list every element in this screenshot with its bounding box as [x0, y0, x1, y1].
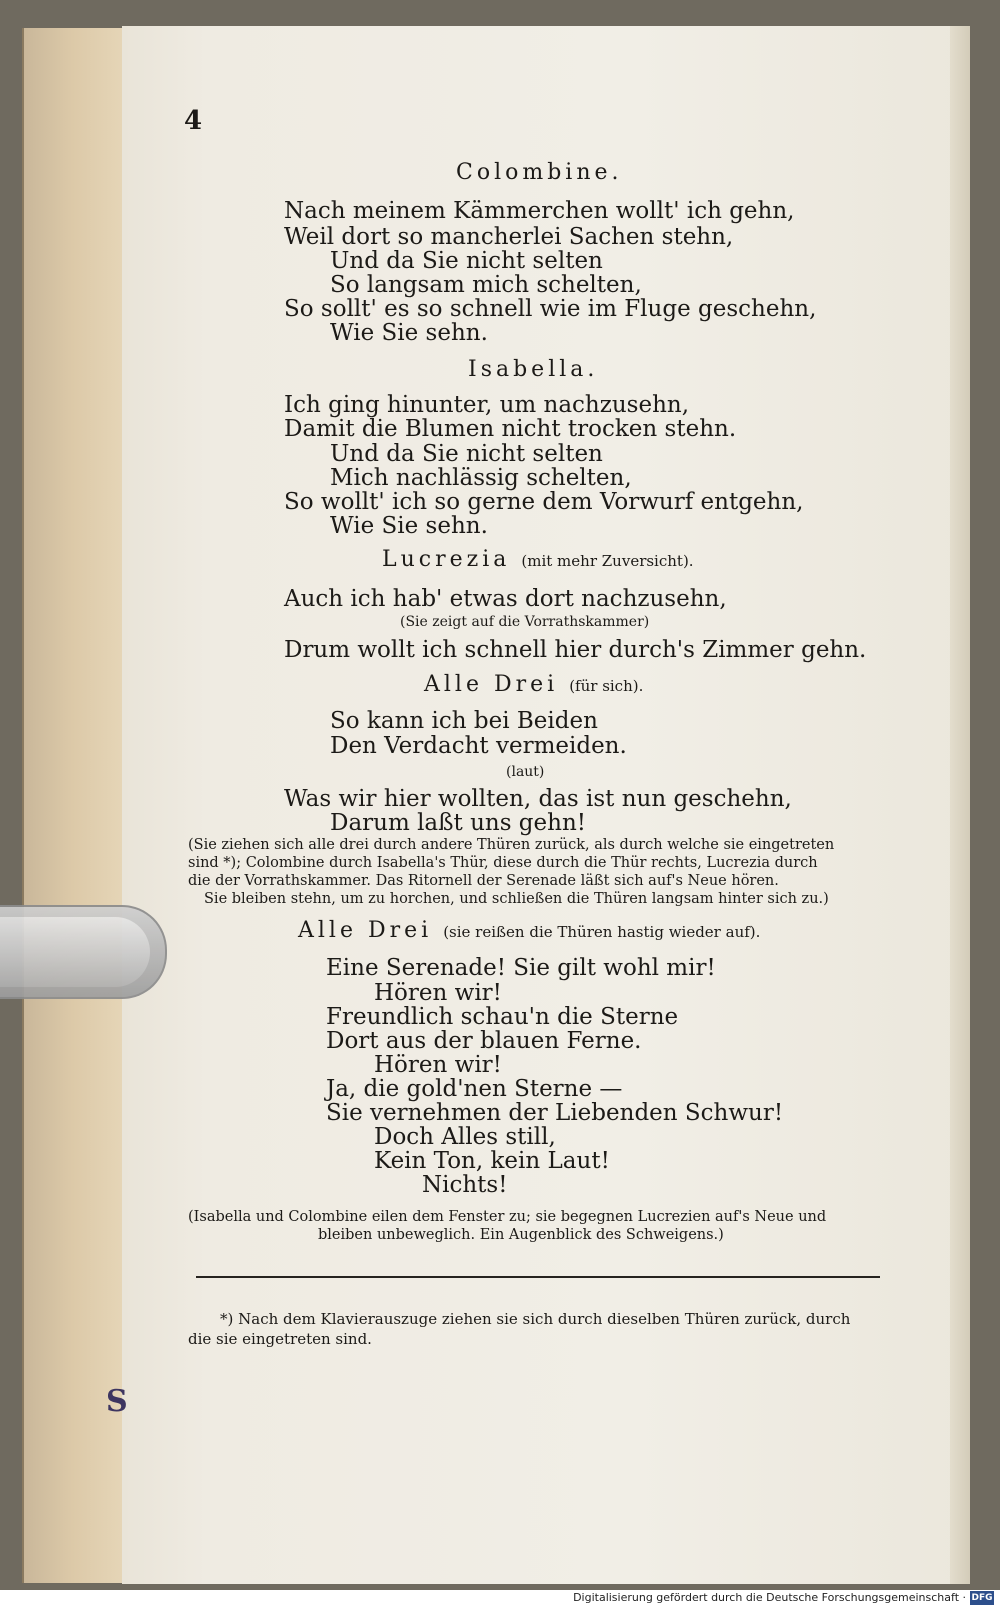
verse-line: Sie vernehmen der Liebenden Schwur!: [326, 1100, 784, 1126]
verse-line: Wie Sie sehn.: [330, 320, 488, 346]
verse-line: Mich nachlässig schelten,: [330, 465, 632, 491]
library-stamp: S: [106, 1384, 128, 1419]
stage-direction-inline: (sie reißen die Thüren hastig wieder auf).: [443, 923, 761, 941]
verse-line: Ich ging hinunter, um nachzusehn,: [284, 392, 690, 418]
footer-credit: Digitalisierung gefördert durch die Deutsche Forschungsgemeinschaft ·: [573, 1591, 966, 1604]
verse-line: So langsam mich schelten,: [330, 272, 642, 298]
verse-line: Dort aus der blauen Ferne.: [326, 1028, 642, 1054]
stage-direction-line: sind *); Colombine durch Isabella's Thür, diese durch die Thür rechts, Lucrezia durch: [188, 855, 818, 871]
verse-line: So wollt' ich so gerne dem Vorwurf entgehn,: [284, 489, 804, 515]
verse-line: Wie Sie sehn.: [330, 513, 488, 539]
speaker-colombine: Colombine.: [456, 160, 623, 185]
stage-direction-line: die der Vorrathskammer. Das Ritornell der Serenade läßt sich auf's Neue hören.: [188, 873, 779, 889]
stage-direction-line: bleiben unbeweglich. Ein Augenblick des Schweigens.): [318, 1227, 724, 1243]
speaker-name: Alle Drei: [298, 918, 433, 943]
speaker-name: Lucrezia: [382, 547, 511, 572]
footnote-line: die sie eingetreten sind.: [188, 1330, 372, 1348]
speaker-isabella: Isabella.: [468, 357, 599, 382]
stage-direction-line: (Isabella und Colombine eilen dem Fenster zu; sie begegnen Lucrezien auf's Neue und: [188, 1209, 827, 1225]
aside-direction: (laut): [506, 764, 545, 780]
verse-line: Und da Sie nicht selten: [330, 248, 603, 274]
verse-line: Darum laßt uns gehn!: [330, 810, 587, 836]
page-number: 4: [184, 106, 203, 136]
verse-line: Damit die Blumen nicht trocken stehn.: [284, 416, 737, 442]
verse-line: Kein Ton, kein Laut!: [374, 1148, 610, 1174]
verse-line: Nichts!: [422, 1172, 508, 1198]
speaker-name: Alle Drei: [424, 672, 559, 697]
verse-line: So sollt' es so schnell wie im Fluge geschehn,: [284, 296, 817, 322]
verse-line: Ja, die gold'nen Sterne —: [326, 1076, 623, 1102]
page-clip-highlight: [0, 917, 150, 987]
footnote-line: *) Nach dem Klavierauszuge ziehen sie sich durch dieselben Thüren zurück, durch: [220, 1310, 851, 1328]
stage-direction-line: Sie bleiben stehn, um zu horchen, und schließen die Thüren langsam hinter sich zu.): [204, 891, 829, 907]
stage-direction-line: (Sie ziehen sich alle drei durch andere Thüren zurück, als durch welche sie eingetreten: [188, 837, 835, 853]
footnote-divider: [196, 1276, 880, 1278]
verse-line: Eine Serenade! Sie gilt wohl mir!: [326, 955, 716, 981]
verse-line: Auch ich hab' etwas dort nachzusehn,: [284, 586, 727, 612]
verse-line: Den Verdacht vermeiden.: [330, 733, 627, 759]
verse-line: Weil dort so mancherlei Sachen stehn,: [284, 224, 734, 250]
speaker-lucrezia: [382, 547, 694, 572]
verse-line: Hören wir!: [374, 980, 502, 1006]
speaker-alle-drei: [298, 918, 760, 943]
verse-line: Freundlich schau'n die Sterne: [326, 1004, 679, 1030]
verse-line: Was wir hier wollten, das ist nun geschehn,: [284, 786, 792, 812]
verse-line: Hören wir!: [374, 1052, 502, 1078]
verse-line: So kann ich bei Beiden: [330, 708, 598, 734]
verse-line: Nach meinem Kämmerchen wollt' ich gehn,: [284, 198, 795, 224]
aside-direction: (Sie zeigt auf die Vorrathskammer): [400, 614, 650, 630]
page-clip: [0, 905, 167, 999]
dfg-logo-icon: DFG: [971, 1593, 993, 1603]
verse-line: Doch Alles still,: [374, 1124, 556, 1150]
verse-line: Und da Sie nicht selten: [330, 441, 603, 467]
page-gutter: [950, 26, 970, 1584]
stage-direction-inline: (mit mehr Zuversicht).: [521, 552, 694, 570]
speaker-alle-drei: [424, 672, 643, 697]
verse-line: Drum wollt ich schnell hier durch's Zimmer gehn.: [284, 637, 867, 663]
stage-direction-inline: (für sich).: [569, 677, 644, 695]
